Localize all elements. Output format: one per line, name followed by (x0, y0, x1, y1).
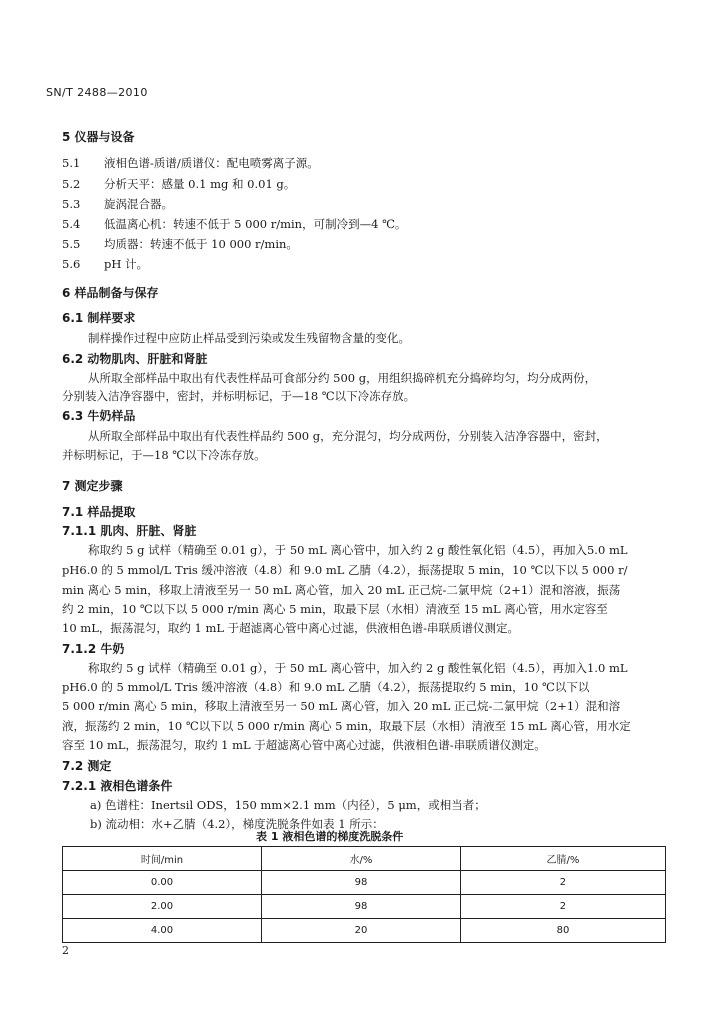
section-7-1-2-title: 7.1.2 牛奶 (62, 642, 125, 656)
item-text: 均质器：转速不低于 10 000 r/min。 (104, 237, 298, 251)
page-number: 2 (62, 944, 69, 957)
section-7-2-1-title: 7.2.1 液相色谱条件 (62, 779, 173, 793)
table-header-time: 时间/min (63, 847, 262, 871)
section-7-1-2-line-2: pH6.0 的 5 mmol/L Tris 缓冲溶液（4.8）和 9.0 mL 乙腈（4.2），振荡提取约 5 min，10 ℃以下以 (62, 680, 590, 694)
table-cell: 98 (261, 895, 460, 919)
section-5-title: 5 仪器与设备 (62, 130, 135, 144)
item-number: 5.6 (62, 257, 81, 271)
section-7-1-1-title: 7.1.1 肌肉、肝脏、肾脏 (62, 524, 197, 538)
item-7-2-1-a: a) 色谱柱：Inertsil ODS，150 mm×2.1 mm（内径），5 μm，或相当者； (90, 798, 486, 812)
section-7-1-title: 7.1 样品提取 (62, 505, 136, 519)
item-5-4 (62, 216, 406, 232)
section-6-2-title: 6.2 动物肌肉、肝脏和肾脏 (62, 352, 208, 366)
item-number: 5.1 (62, 156, 81, 170)
table-cell: 20 (261, 919, 460, 943)
section-6-3-line-1: 从所取全部样品中取出有代表性样品约 500 g，充分混匀，均分成两份，分别装入洁净容器中，密封， (88, 429, 608, 443)
item-number: 5.5 (62, 237, 81, 251)
item-text: 液相色谱-质谱/质谱仪：配电喷雾离子源。 (104, 156, 319, 170)
table-cell: 80 (460, 919, 665, 943)
table-1-caption: 表 1 液相色谱的梯度洗脱条件 (256, 830, 404, 843)
table-cell: 2 (460, 871, 665, 895)
section-7-1-2-line-4: 液，振荡约 2 min，10 ℃以下以 5 000 r/min 离心 5 min，取最下层（水相）清液至 15 mL 离心管，用水定 (62, 719, 631, 733)
item-5-2 (62, 176, 295, 192)
table-row (63, 871, 666, 895)
section-7-2-title: 7.2 测定 (62, 759, 112, 773)
item-number: 5.2 (62, 177, 81, 191)
item-text: pH 计。 (104, 257, 149, 271)
table-header-water: 水/% (261, 847, 460, 871)
item-text: 分析天平：感量 0.1 mg 和 0.01 g。 (104, 177, 296, 191)
section-7-1-1-line-3: min 离心 5 min，移取上清液至另一 50 mL 离心管，加入 20 mL 正己烷-二氯甲烷（2+1）混和溶液，振荡 (62, 583, 621, 597)
section-6-3-line-2: 并标明标记，于—18 ℃以下冷冻存放。 (62, 448, 266, 462)
document-header: SN/T 2488—2010 (46, 86, 148, 99)
section-7-1-1-line-5: 10 mL，振荡混匀，取约 1 mL 于超滤离心管中离心过滤，供液相色谱-串联质谱仪测定。 (62, 621, 520, 635)
item-number: 5.4 (62, 217, 81, 231)
item-text: 旋涡混合器。 (104, 197, 173, 211)
item-5-3 (62, 196, 173, 212)
section-6-1-title: 6.1 制样要求 (62, 311, 136, 325)
section-6-2-line-1: 从所取全部样品中取出有代表性样品可食部分约 500 g，用组织捣碎机充分捣碎均匀，均分成两份， (88, 371, 597, 385)
section-6-1-text: 制样操作过程中应防止样品受到污染或发生残留物含量的变化。 (88, 331, 410, 345)
table-cell: 4.00 (63, 919, 262, 943)
gradient-table (62, 846, 666, 943)
item-5-1 (62, 155, 319, 171)
table-header-acetonitrile: 乙腈/% (460, 847, 665, 871)
section-7-1-1-line-1: 称取约 5 g 试样（精确至 0.01 g），于 50 mL 离心管中，加入约 2 g 酸性氧化铝（4.5），再加入5.0 mL (88, 543, 628, 557)
table-header-row (63, 847, 666, 871)
section-6-2-line-2: 分别装入洁净容器中，密封，并标明标记，于—18 ℃以下冷冻存放。 (62, 389, 416, 403)
item-7-2-1-b: b) 流动相：水+乙腈（4.2），梯度洗脱条件如表 1 所示： (90, 817, 384, 831)
table-cell: 2.00 (63, 895, 262, 919)
section-6-title: 6 样品制备与保存 (62, 286, 159, 300)
table-cell: 2 (460, 895, 665, 919)
item-text: 低温离心机：转速不低于 5 000 r/min，可制冷到—4 ℃。 (104, 217, 407, 231)
section-7-1-2-line-5: 容至 10 mL，振荡混匀，取约 1 mL 于超滤离心管中离心过滤，供液相色谱-串联质谱仪测定。 (62, 738, 546, 752)
item-number: 5.3 (62, 197, 81, 211)
section-7-1-2-line-1: 称取约 5 g 试样（精确至 0.01 g），于 50 mL 离心管中，加入约 2 g 酸性氧化铝（4.5），再加入1.0 mL (88, 661, 628, 675)
table-row (63, 919, 666, 943)
item-5-6 (62, 256, 148, 272)
table-cell: 0.00 (63, 871, 262, 895)
section-7-1-1-line-2: pH6.0 的 5 mmol/L Tris 缓冲溶液（4.8）和 9.0 mL 乙腈（4.2），振荡提取 5 min，10 ℃以下以 5 000 r/ (62, 563, 628, 577)
section-7-1-1-line-4: 约 2 min，10 ℃以下以 5 000 r/min 离心 5 min，取最下层（水相）清液至 15 mL 离心管，用水定容至 (62, 602, 608, 616)
item-5-5 (62, 236, 298, 252)
table-row (63, 895, 666, 919)
table-cell: 98 (261, 871, 460, 895)
section-6-3-title: 6.3 牛奶样品 (62, 409, 136, 423)
section-7-1-2-line-3: 5 000 r/min 离心 5 min，移取上清液至另一 50 mL 离心管，加入 20 mL 正己烷-二氯甲烷（2+1）混和溶 (62, 699, 621, 713)
section-7-title: 7 测定步骤 (62, 479, 123, 493)
